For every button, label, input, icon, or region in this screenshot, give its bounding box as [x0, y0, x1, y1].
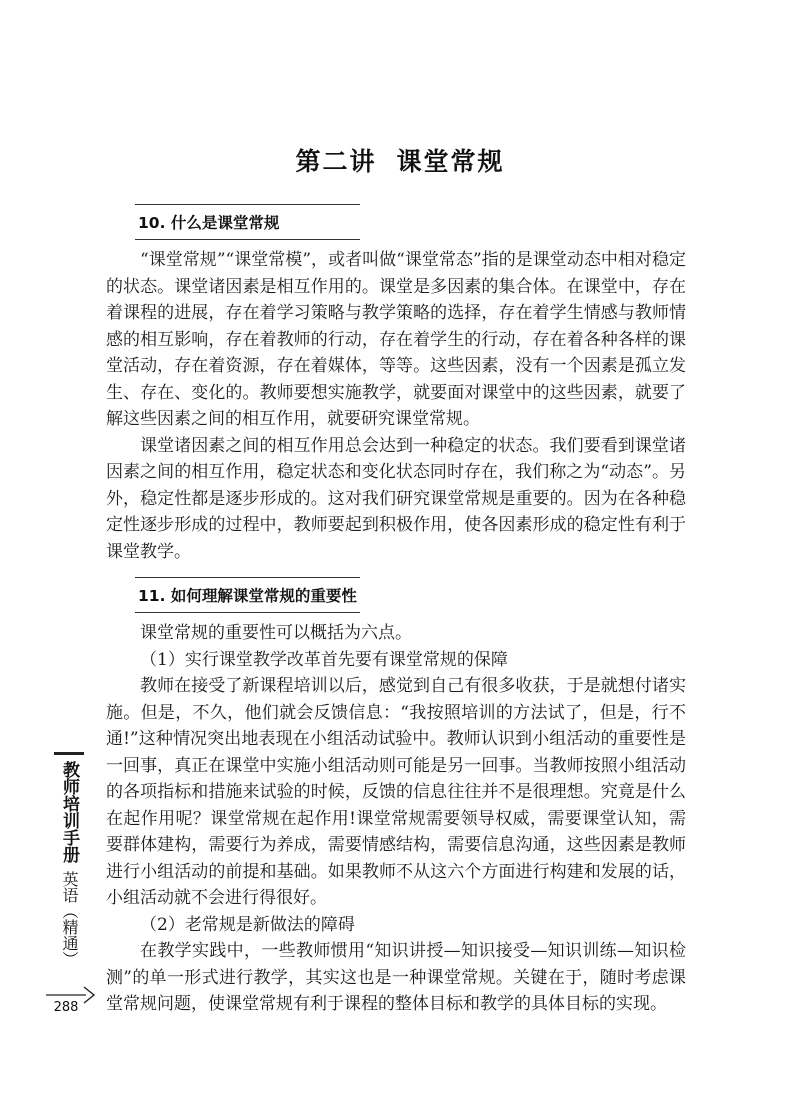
paragraph: 教师在接受了新课程培训以后，感觉到自己有很多收获，于是就想付诸实施。但是，不久，他们就会反馈信息：“我按照培训的方法试了，但是，行不通!”这种情况突出地表现在小组活动试验中。教师认识到小组活动的重要性是一回事，真正在课堂中实施小组活动则可能是另一回事。当教师按照小组活动的各项指标和措施来试验的时候，反馈的信息往往并不是很理想。究竟是什么在起作用呢？课堂常规在起作用!课堂常规需要领导权威，需要课堂认知，需要群体建构，需要行为养成，需要情感结构，需要信息沟通，这些因素是教师进行小组活动的前提和基础。如果教师不从这六个方面进行构建和发展的话，小组活动就不会进行得很好。	[106, 676, 686, 908]
chapter-title	[0, 142, 800, 178]
paragraph: 课堂诸因素之间的相互作用总会达到一种稳定的状态。我们要看到课堂诸因素之间的相互作用，稳定状态和变化状态同时存在，我们称之为“动态”。另外，稳定性都是逐步形成的。这对我们研究课堂常规是重要的。因为在各种稳定性逐步形成的过程中，教师要起到积极作用，使各因素形成的稳定性有利于课堂教学。	[106, 435, 686, 562]
heading-bottom-rule	[135, 239, 360, 240]
paragraph: （2）老常规是新做法的障碍	[140, 914, 355, 935]
paragraph: （1）实行课堂教学改革首先要有课堂常规的保障	[140, 649, 508, 670]
section-11-body	[106, 620, 686, 1018]
paragraph: “课堂常规”“课堂常模”，或者叫做“课堂常态”指的是课堂动态中相对稳定的状态。课堂诸因素是相互作用的。课堂是多因素的集合体。在课堂中，存在着课程的进展，存在着学习策略与教学策略的选择，存在着学生情感与教师情感的相互影响，存在着教师的行动，存在着学生的行动，存在着各种各样的课堂活动，存在着资源，存在着媒体，等等。这些因素，没有一个因素是孤立发生、存在、变化的。教师要想实施教学，就要面对课堂中的这些因素，就要了解这些因素之间的相互作用，就要研究课堂常规。	[106, 250, 686, 429]
margin-tab	[54, 752, 84, 967]
section-heading-text: 10. 什么是课堂常规	[138, 214, 280, 232]
heading-bottom-rule	[135, 612, 360, 613]
chapter-number: 第二讲	[295, 147, 377, 176]
section-heading-11	[135, 577, 360, 613]
paragraph: 在教学实践中，一些教师惯用“知识讲授—知识接受—知识训练—知识检测”的单一形式进行教学，其实这也是一种课堂常规。关键在于，随时考虑课堂常规问题，使课堂常规有利于课程的整体目标和教学的具体目标的实现。	[106, 941, 686, 1014]
section-heading-10	[135, 204, 360, 240]
chapter-name: 课堂常规	[396, 147, 505, 176]
page-number: 288	[53, 1000, 79, 1015]
book-subtitle: 英语（精通）	[60, 871, 79, 967]
section-heading-text: 11. 如何理解课堂常规的重要性	[138, 587, 357, 605]
paragraph: 课堂常规的重要性可以概括为六点。	[140, 623, 412, 643]
book-title: 教师培训手册	[59, 761, 79, 863]
section-10-body	[106, 247, 686, 565]
margin-tab-rule	[54, 752, 84, 755]
